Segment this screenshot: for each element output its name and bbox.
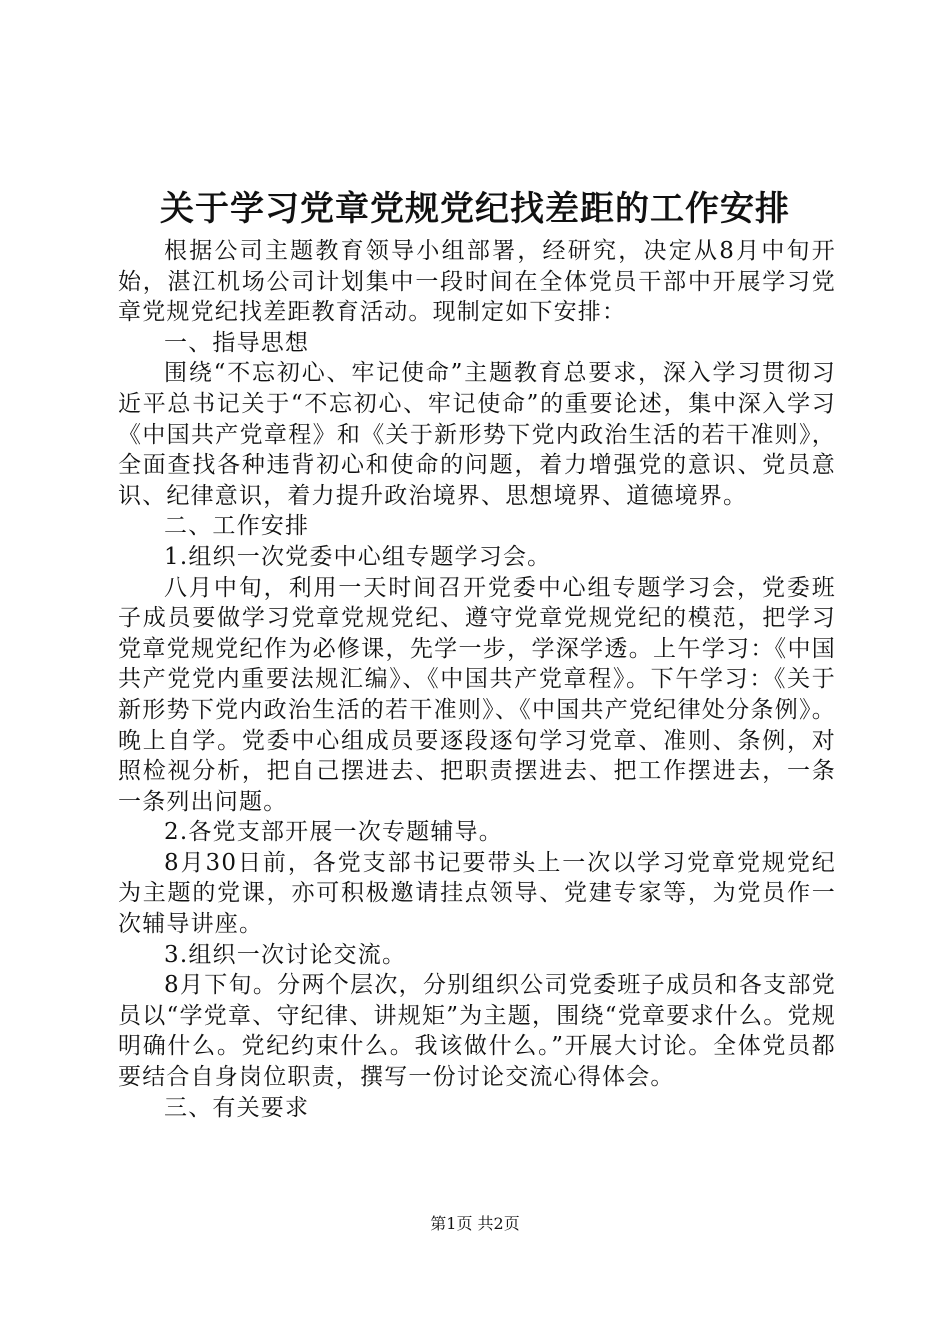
intro-paragraph: 根据公司主题教育领导小组部署，经研究，决定从8月中旬开始，湛江机场公司计划集中一段时间在全体党员干部中开展学习党章党规党纪找差距教育活动。现制定如下安排： xyxy=(118,238,836,326)
section-heading-guiding-ideology: 一、指导思想 xyxy=(164,329,310,356)
item-heading-study-session: 1.组织一次党委中心组专题学习会。 xyxy=(164,543,552,570)
special-tutoring-paragraph: 8月30日前，各党支部书记要带头上一次以学习党章党规党纪为主题的党课，亦可积极邀请挂点领导、党建专家等，为党员作一次辅导讲座。 xyxy=(118,849,836,938)
guiding-ideology-paragraph: 围绕“不忘初心、牢记使命”主题教育总要求，深入学习贯彻习近平总书记关于“不忘初心、牢记使命”的重要论述，集中深入学习《中国共产党章程》和《关于新形势下党内政治生活的若干准则》，全面查找各种违背初心和使命的问题，着力增强党的意识、党员意识、纪律意识，着力提升政治境界、思想境界、道德境界。 xyxy=(118,360,836,509)
item-heading-special-tutoring: 2.各党支部开展一次专题辅导。 xyxy=(164,819,503,846)
study-session-paragraph: 八月中旬，利用一天时间召开党委中心组专题学习会，党委班子成员要做学习党章党规党纪、遵守党章党规党纪的模范，把学习党章党规党纪作为必修课，先学一步，学深学透。上午学习：《中国共产党党内重要法规汇编》、《中国共产党章程》。下午学习：《关于新形势下党内政治生活的若干准则》、《中国共产党纪律处分条例》。晚上自学。党委中心组成员要逐段逐句学习党章、准则、条例，对照检视分析，把自己摆进去、把职责摆进去、把工作摆进去，一条一条列出问题。 xyxy=(118,574,836,815)
document-title: 关于学习党章党规党纪找差距的工作安排 xyxy=(160,189,790,229)
section-heading-work-arrangement: 二、工作安排 xyxy=(164,513,310,540)
discussion-paragraph: 8月下旬。分两个层次，分别组织公司党委班子成员和各支部党员以“学党章、守纪律、讲规矩”为主题，围绕“党章要求什么。党规明确什么。党纪约束什么。我该做什么。”开展大讨论。全体党员都要结合自身岗位职责，撰写一份讨论交流心得体会。 xyxy=(118,972,836,1091)
section-heading-requirements: 三、有关要求 xyxy=(164,1094,310,1121)
page-number-footer: 第1页 共2页 xyxy=(430,1214,520,1233)
item-heading-discussion: 3.组织一次讨论交流。 xyxy=(164,941,407,968)
document-body xyxy=(118,236,836,1123)
